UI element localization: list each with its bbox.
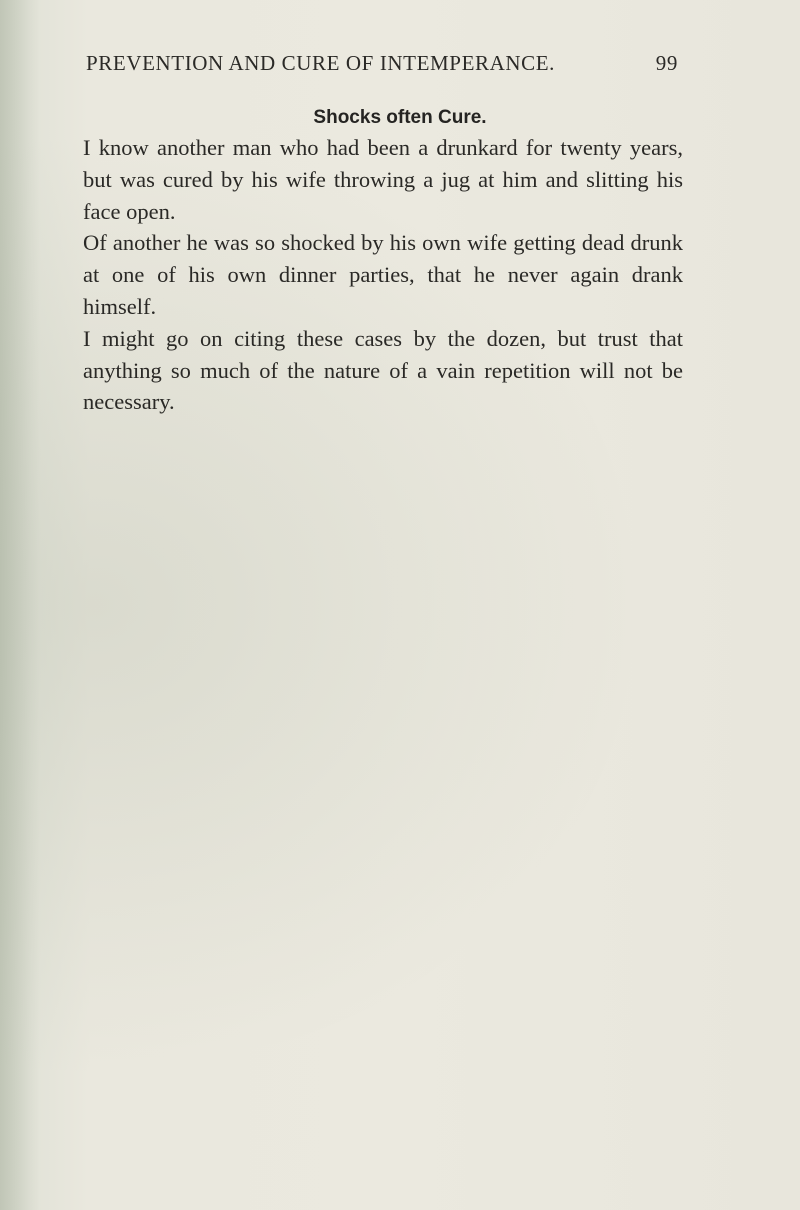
running-head bbox=[86, 46, 678, 80]
page-number: 99 bbox=[655, 51, 678, 75]
section-heading: Shocks often Cure. bbox=[313, 107, 487, 128]
running-title: PREVENTION AND CURE OF INTEMPERANCE. bbox=[86, 51, 556, 75]
paragraph: Of another he was so shocked by his own wife getting dead drunk at one of his own dinner parties, that he never again drank himself. bbox=[83, 230, 683, 319]
body-text bbox=[83, 132, 683, 418]
page-gutter-shadow bbox=[0, 0, 40, 1210]
paragraph: I know another man who had been a drunkard for twenty years, but was cured by his wife throwing a jug at him and slitting his face open. bbox=[83, 135, 683, 224]
paragraph: I might go on citing these cases by the dozen, but trust that anything so much of the nature of a vain repetition will not be necessary. bbox=[83, 325, 683, 415]
